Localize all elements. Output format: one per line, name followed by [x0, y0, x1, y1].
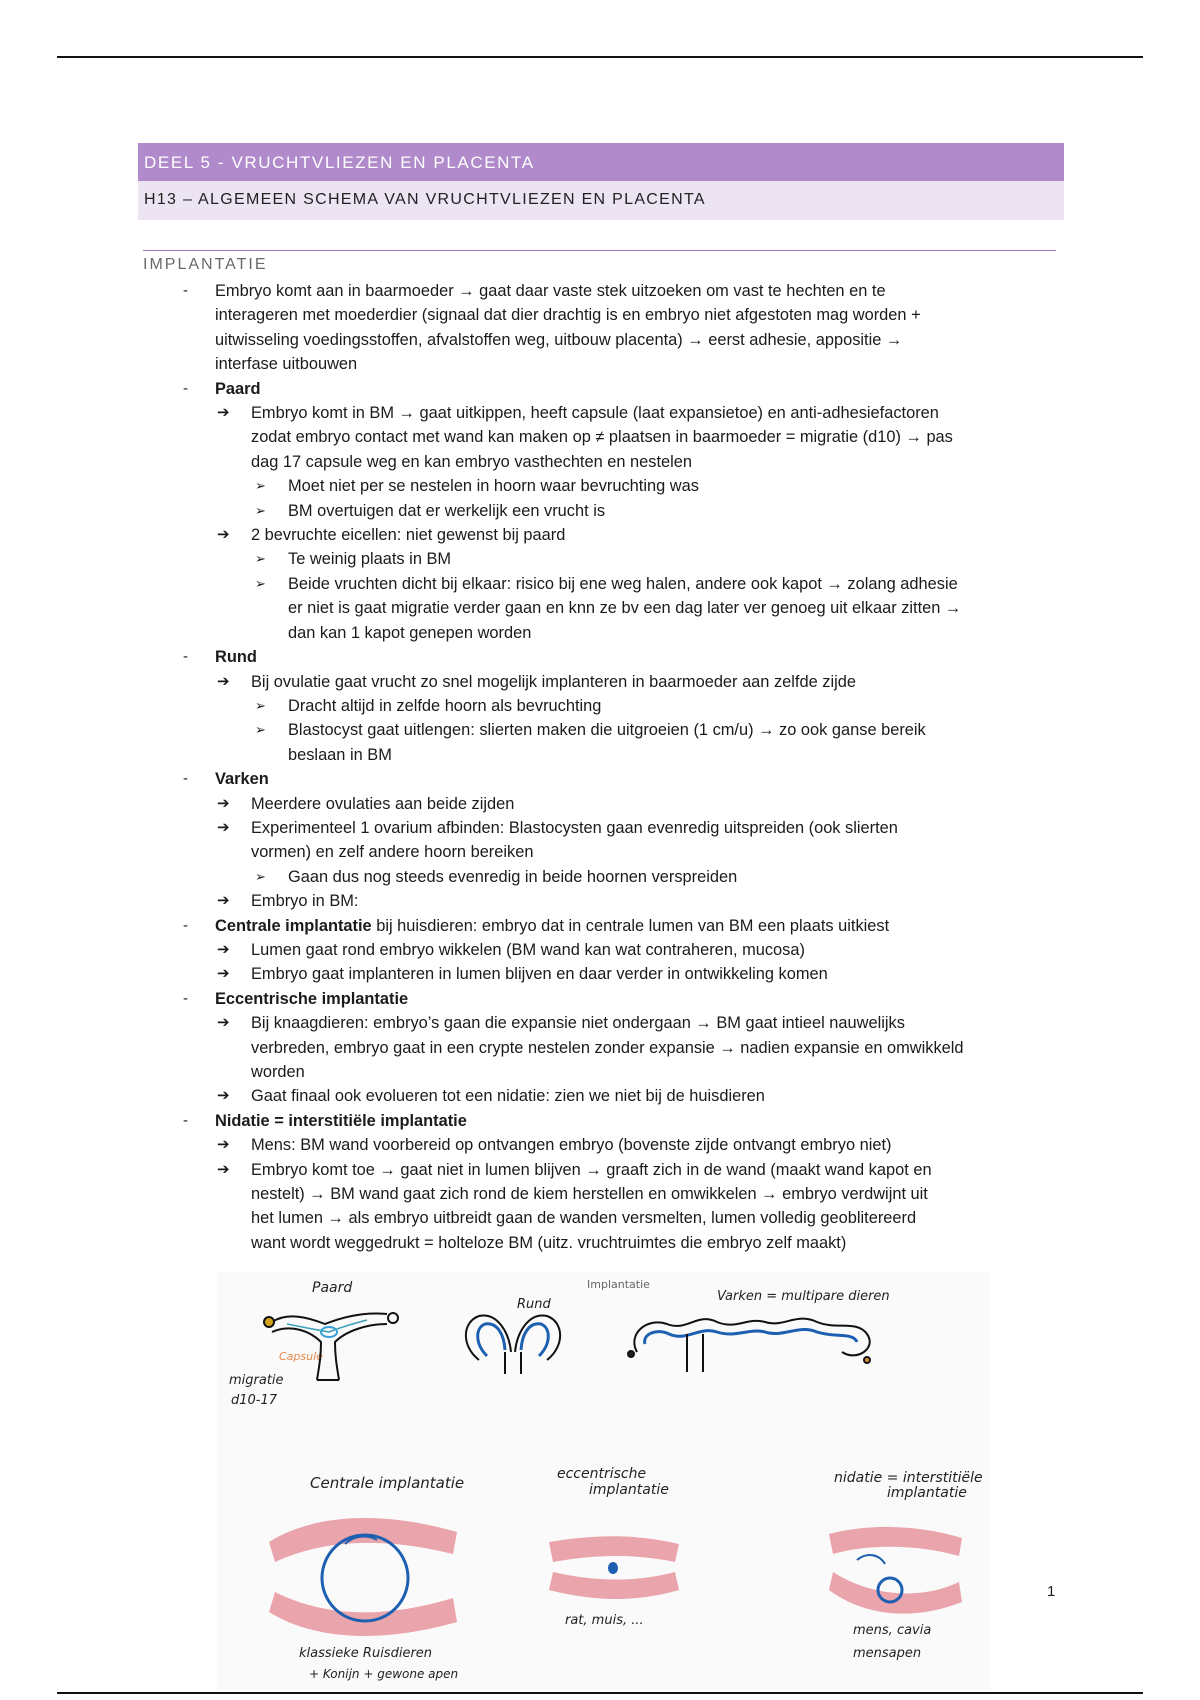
arrow-marker: ➔ — [217, 404, 230, 422]
pig-uterus-drawing — [628, 1319, 870, 1372]
arrow-item-continued: vormen) en zelf andere hoorn bereiken — [251, 843, 534, 862]
label-paard: Paard — [312, 1280, 353, 1296]
arrow-item-continued: want wordt weggedrukt = holteloze BM (uitz. vruchtruimtes die embryo zelf maakt) — [251, 1233, 847, 1252]
arrow-item: ➔ Gaat finaal ook evolueren tot een nidatie: zien we niet bij de huisdieren — [120, 1084, 1080, 1108]
label-rat: rat, muis, ... — [565, 1613, 644, 1628]
bullet-item: ➢ Dracht altijd in zelfde hoorn als bevruchting — [120, 694, 1080, 718]
notes-body — [120, 279, 1080, 1255]
arrow-item: ➔ Lumen gaat rond embryo wikkelen (BM wand kan wat contraheren, mucosa) — [120, 938, 1080, 962]
bullet-item: ➢ Moet niet per se nestelen in hoorn waar bevruchting was — [120, 474, 1080, 498]
central-implantation-drawing — [269, 1518, 457, 1636]
chapter-heading: H13 – ALGEMEEN SCHEMA VAN VRUCHTVLIEZEN EN PLACENTA — [138, 181, 1064, 220]
dash-marker: - — [183, 770, 188, 788]
header-rule — [57, 56, 1143, 58]
bullet-item-continued: beslaan in BM — [288, 745, 392, 764]
subheading-varken: Varken — [215, 770, 269, 789]
bullet-marker: ➢ — [255, 868, 266, 884]
subheading-rund: Rund — [215, 648, 257, 667]
bullet-marker: ➢ — [255, 697, 266, 713]
subheading-nidatie: Nidatie = interstitiële implantatie — [215, 1111, 467, 1130]
arrow-item: ➔ Bij knaagdieren: embryo’s gaan die expansie niet ondergaan → BM gaat intieel nauwelijks — [120, 1011, 1080, 1035]
list-item-rund — [120, 645, 1080, 669]
arrow-item-continued: nestelt) → BM wand gaat zich rond de kiem herstellen en omwikkelen → embryo verdwijnt uit — [251, 1185, 928, 1204]
page-number: 1 — [1047, 1583, 1056, 1600]
arrow-item: ➔ Mens: BM wand voorbereid op ontvangen embryo (bovenste zijde ontvangt embryo niet) — [120, 1133, 1080, 1157]
list-item-nidatie — [120, 1109, 1080, 1133]
list-item-centrale: - Centrale implantatie bij huisdieren: embryo dat in centrale lumen van BM een plaats uitkiest — [120, 914, 1080, 938]
arrow-item: ➔ Meerdere ovulaties aan beide zijden — [120, 792, 1080, 816]
dash-marker: - — [183, 1111, 188, 1129]
arrow-item: ➔ Embryo in BM: — [120, 889, 1080, 913]
arrow-marker: ➔ — [217, 1014, 230, 1032]
bullet-marker: ➢ — [255, 575, 266, 591]
label-excentrisch: eccentrische — [557, 1466, 647, 1482]
arrow-item-continued: verbreden, embryo gaat in een crypte nestelen zonder expansie → nadien expansie en omwikkeld — [251, 1038, 964, 1057]
arrow-marker: ➔ — [217, 672, 230, 690]
bullet-item: ➢ Beide vruchten dicht bij elkaar: risico bij ene weg halen, andere ook kapot → zolang adhesie — [120, 572, 1080, 596]
bullet-item: ➢ BM overtuigen dat er werkelijk een vrucht is — [120, 499, 1080, 523]
arrow-marker: ➔ — [217, 1160, 230, 1178]
bullet-item-continued: dan kan 1 kapot genepen worden — [288, 623, 532, 642]
arrow-marker: ➔ — [217, 794, 230, 812]
subheading-eccentrische: Eccentrische implantatie — [215, 989, 409, 1008]
dash-marker: - — [183, 989, 188, 1007]
label-mensapen: mensapen — [853, 1646, 922, 1661]
label-excentrisch-2: implantatie — [589, 1482, 669, 1498]
dash-marker: - — [183, 648, 188, 666]
interstitial-implantation-drawing — [829, 1527, 962, 1614]
arrow-item: ➔ Bij ovulatie gaat vrucht zo snel mogelijk implanteren in baarmoeder aan zelfde zijde — [120, 670, 1080, 694]
bullet-item: ➢ Te weinig plaats in BM — [120, 547, 1080, 571]
cow-uterus-drawing — [466, 1315, 560, 1374]
arrow-item: ➔ Experimenteel 1 ovarium afbinden: Blastocysten gaan evenredig uitspreiden (ook slierten — [120, 816, 1080, 840]
label-rund: Rund — [517, 1297, 551, 1312]
arrow-item: ➔ Embryo komt in BM → gaat uitkippen, heeft capsule (laat expansietoe) en anti-adhesiefactoren — [120, 401, 1080, 425]
subheading-centrale: Centrale implantatie — [215, 916, 372, 935]
label-days: d10-17 — [231, 1393, 278, 1408]
horse-uterus-drawing — [264, 1313, 398, 1380]
list-item-paard — [120, 377, 1080, 401]
arrow-item: ➔ 2 bevruchte eicellen: niet gewenst bij paard — [120, 523, 1080, 547]
label-konijn: + Konijn + gewone apen — [309, 1667, 459, 1681]
dash-marker: - — [183, 379, 188, 397]
dash-marker: - — [183, 282, 188, 299]
arrow-item-continued: het lumen → als embryo uitbreidt gaan de wanden versmelten, lumen volledig geoblitereerd — [251, 1209, 917, 1228]
arrow-marker: ➔ — [217, 1087, 230, 1105]
list-item: - Embryo komt aan in baarmoeder → gaat daar vaste stek uitzoeken om vast te hechten en te — [120, 279, 1080, 303]
label-varken: Varken = multipare dieren — [717, 1289, 890, 1304]
label-nidatie: nidatie = interstitiële — [834, 1470, 983, 1486]
list-item-continued: interageren met moederdier (signaal dat dier drachtig is en embryo niet afgestoten mag worden + — [215, 306, 921, 325]
label-capsule: Capsule — [279, 1350, 323, 1363]
arrow-item-continued: dag 17 capsule weg en kan embryo vasthechten en nestelen — [251, 452, 693, 471]
list-item-continued: uitwisseling voedingsstoffen, afvalstoffen weg, uitbouw placenta) → eerst adhesie, appositie → — [215, 330, 903, 349]
arrow-marker: ➔ — [217, 526, 230, 544]
arrow-item-continued: zodat embryo contact met wand kan maken op ≠ plaatsen in baarmoeder = migratie (d10) → pas — [251, 428, 953, 447]
bullet-marker: ➢ — [255, 551, 266, 567]
part-heading: DEEL 5 - VRUCHTVLIEZEN EN PLACENTA — [138, 143, 1064, 181]
label-migratie: migratie — [229, 1373, 284, 1388]
arrow-marker: ➔ — [217, 818, 230, 836]
arrow-marker: ➔ — [217, 892, 230, 910]
subheading-paard: Paard — [215, 379, 261, 398]
section-divider — [143, 250, 1056, 251]
label-centrale: Centrale implantatie — [310, 1474, 465, 1492]
bullet-item-continued: er niet is gaat migratie verder gaan en knn ze bv een dag later ver genoeg uit elkaar zitten → — [288, 599, 962, 618]
bullet-marker: ➢ — [255, 478, 266, 494]
arrow-marker: ➔ — [217, 1136, 230, 1154]
figure-title: Implantatie — [587, 1278, 650, 1291]
arrow-item: ➔ Embryo komt toe → gaat niet in lumen blijven → graaft zich in de wand (maakt wand kapot en — [120, 1158, 1080, 1182]
arrow-marker: ➔ — [217, 940, 230, 958]
bullet-marker: ➢ — [255, 502, 266, 518]
arrow-marker: ➔ — [217, 965, 230, 983]
implantation-sketch-svg — [217, 1272, 990, 1690]
arrow-item-continued: worden — [251, 1063, 305, 1081]
bullet-item: ➢ Blastocyst gaat uitlengen: slierten maken die uitgroeien (1 cm/u) → zo ook ganse bereik — [120, 718, 1080, 742]
bullet-item: ➢ Gaan dus nog steeds evenredig in beide hoornen verspreiden — [120, 865, 1080, 889]
label-klassiek: klassieke Ruisdieren — [299, 1646, 433, 1661]
dash-marker: - — [183, 916, 188, 934]
bullet-marker: ➢ — [255, 722, 266, 738]
label-nidatie-2: implantatie — [887, 1485, 967, 1501]
list-item-varken — [120, 767, 1080, 791]
footer-rule — [57, 1692, 1143, 1694]
section-title: IMPLANTATIE — [143, 256, 268, 273]
arrow-item: ➔ Embryo gaat implanteren in lumen blijven en daar verder in ontwikkeling komen — [120, 962, 1080, 986]
eccentric-implantation-drawing — [549, 1536, 679, 1599]
implantation-sketch — [217, 1272, 990, 1690]
label-mens: mens, cavia — [853, 1623, 932, 1638]
list-item-continued: interfase uitbouwen — [215, 355, 358, 374]
list-item-eccentrische — [120, 987, 1080, 1011]
